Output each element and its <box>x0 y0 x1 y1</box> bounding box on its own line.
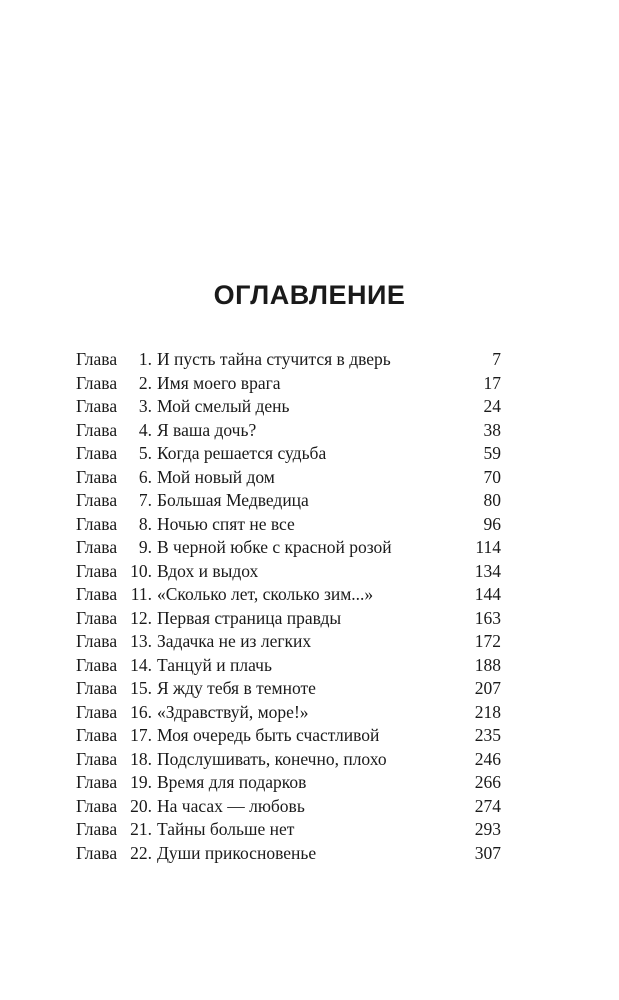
chapter-title: Подслушивать, конечно, плохо <box>157 748 387 769</box>
chapter-number: 8. <box>138 513 152 534</box>
chapter-number: 1. <box>138 349 152 369</box>
chapter-label: Глава <box>76 443 118 463</box>
chapter-title: Души прикосновенье <box>157 842 317 863</box>
page-number: 207 <box>471 677 501 701</box>
chapter-number: 11. <box>130 584 152 604</box>
chapter-title: Я жду тебя в темноте <box>157 678 316 698</box>
chapter-title: «Здравствуй, море!» <box>157 701 309 722</box>
chapter-number: 13. <box>130 631 152 651</box>
page-number: 7 <box>488 348 501 372</box>
page-number: 235 <box>471 724 501 748</box>
chapter-number: 10. <box>130 560 152 581</box>
toc-entry <box>76 419 501 443</box>
page-number: 163 <box>471 607 501 631</box>
page-number: 59 <box>480 442 502 466</box>
toc-entry <box>76 771 501 795</box>
page-number: 307 <box>471 842 501 866</box>
chapter-number: 21. <box>130 819 152 839</box>
toc-entry <box>76 372 501 396</box>
chapter-title: Время для подарков <box>157 772 307 792</box>
toc-entry <box>76 842 501 866</box>
chapter-number: 22. <box>130 842 152 863</box>
chapter-label: Глава <box>76 819 118 839</box>
toc-entry <box>76 701 501 725</box>
chapter-number: 9. <box>138 537 152 557</box>
chapter-number: 7. <box>138 490 152 510</box>
chapter-title: На часах — любовь <box>157 795 305 816</box>
chapter-title: Имя моего врага <box>157 372 281 393</box>
chapter-label: Глава <box>76 748 118 769</box>
toc-entry <box>76 442 501 466</box>
chapter-title: Тайны больше нет <box>157 819 295 839</box>
toc-entry <box>76 513 501 537</box>
page-number: 266 <box>471 771 501 795</box>
chapter-title: Большая Медведица <box>157 490 309 510</box>
chapter-title: Вдох и выдох <box>157 560 259 581</box>
chapter-number: 20. <box>130 795 152 816</box>
chapter-label: Глава <box>76 466 118 487</box>
page-number: 293 <box>471 818 501 842</box>
chapter-label: Глава <box>76 372 118 393</box>
page-number: 38 <box>480 419 502 443</box>
chapter-title: Моя очередь быть счастливой <box>157 725 380 745</box>
page-number: 144 <box>471 583 501 607</box>
chapter-label: Глава <box>76 537 118 557</box>
chapter-number: 17. <box>130 725 152 745</box>
toc-entry <box>76 489 501 513</box>
chapter-label: Глава <box>76 631 118 651</box>
page-number: 134 <box>471 560 501 584</box>
chapter-number: 2. <box>138 372 152 393</box>
chapter-number: 5. <box>138 443 152 463</box>
page-number: 17 <box>480 372 502 396</box>
chapter-label: Глава <box>76 701 118 722</box>
page-number: 274 <box>471 795 501 819</box>
toc-entry <box>76 348 501 372</box>
toc-entry <box>76 583 501 607</box>
page-number: 70 <box>480 466 502 490</box>
chapter-title: В черной юбке с красной розой <box>157 537 392 557</box>
toc-entry <box>76 466 501 490</box>
chapter-label: Глава <box>76 607 118 628</box>
chapter-label: Глава <box>76 419 118 440</box>
chapter-label: Глава <box>76 584 118 604</box>
toc-entry <box>76 395 501 419</box>
toc-entry <box>76 677 501 701</box>
chapter-label: Глава <box>76 654 118 675</box>
toc-entry <box>76 654 501 678</box>
chapter-number: 15. <box>130 678 152 698</box>
chapter-title: Когда решается судьба <box>157 443 327 463</box>
chapter-title: Задачка не из легких <box>157 631 312 651</box>
toc-entry <box>76 748 501 772</box>
chapter-title: Мой смелый день <box>157 396 290 416</box>
chapter-title: «Сколько лет, сколько зим...» <box>157 584 374 604</box>
chapter-number: 12. <box>130 607 152 628</box>
chapter-title: Ночью спят не все <box>157 513 295 534</box>
chapter-label: Глава <box>76 842 118 863</box>
chapter-number: 14. <box>130 654 152 675</box>
page-number: 246 <box>471 748 501 772</box>
toc-entry <box>76 724 501 748</box>
toc-entry <box>76 607 501 631</box>
chapter-number: 6. <box>138 466 152 487</box>
chapter-number: 18. <box>130 748 152 769</box>
page-number: 218 <box>471 701 501 725</box>
page-number: 96 <box>480 513 502 537</box>
chapter-title: Первая страница правды <box>157 607 342 628</box>
page-number: 188 <box>471 654 501 678</box>
chapter-title: Танцуй и плачь <box>157 654 272 675</box>
page-number: 114 <box>471 536 501 560</box>
page-number: 24 <box>480 395 502 419</box>
chapter-label: Глава <box>76 725 118 745</box>
chapter-number: 4. <box>138 419 152 440</box>
chapter-number: 19. <box>130 772 152 792</box>
toc-entry <box>76 795 501 819</box>
chapter-label: Глава <box>76 560 118 581</box>
toc-entry <box>76 818 501 842</box>
page-title: ОГЛАВЛЕНИЕ <box>213 280 406 310</box>
chapter-label: Глава <box>76 490 118 510</box>
chapter-label: Глава <box>76 795 118 816</box>
chapter-label: Глава <box>76 513 118 534</box>
toc-entry <box>76 536 501 560</box>
chapter-title: И пусть тайна стучится в дверь <box>157 349 391 369</box>
chapter-label: Глава <box>76 396 118 416</box>
chapter-title: Мой новый дом <box>157 466 275 487</box>
toc-entry <box>76 630 501 654</box>
page-number: 172 <box>471 630 501 654</box>
chapter-label: Глава <box>76 678 118 698</box>
chapter-number: 16. <box>130 701 152 722</box>
chapter-number: 3. <box>138 396 152 416</box>
page-number: 80 <box>480 489 502 513</box>
chapter-label: Глава <box>76 349 118 369</box>
table-of-contents <box>76 348 501 865</box>
chapter-title: Я ваша дочь? <box>157 419 257 440</box>
chapter-label: Глава <box>76 772 118 792</box>
toc-entry <box>76 560 501 584</box>
